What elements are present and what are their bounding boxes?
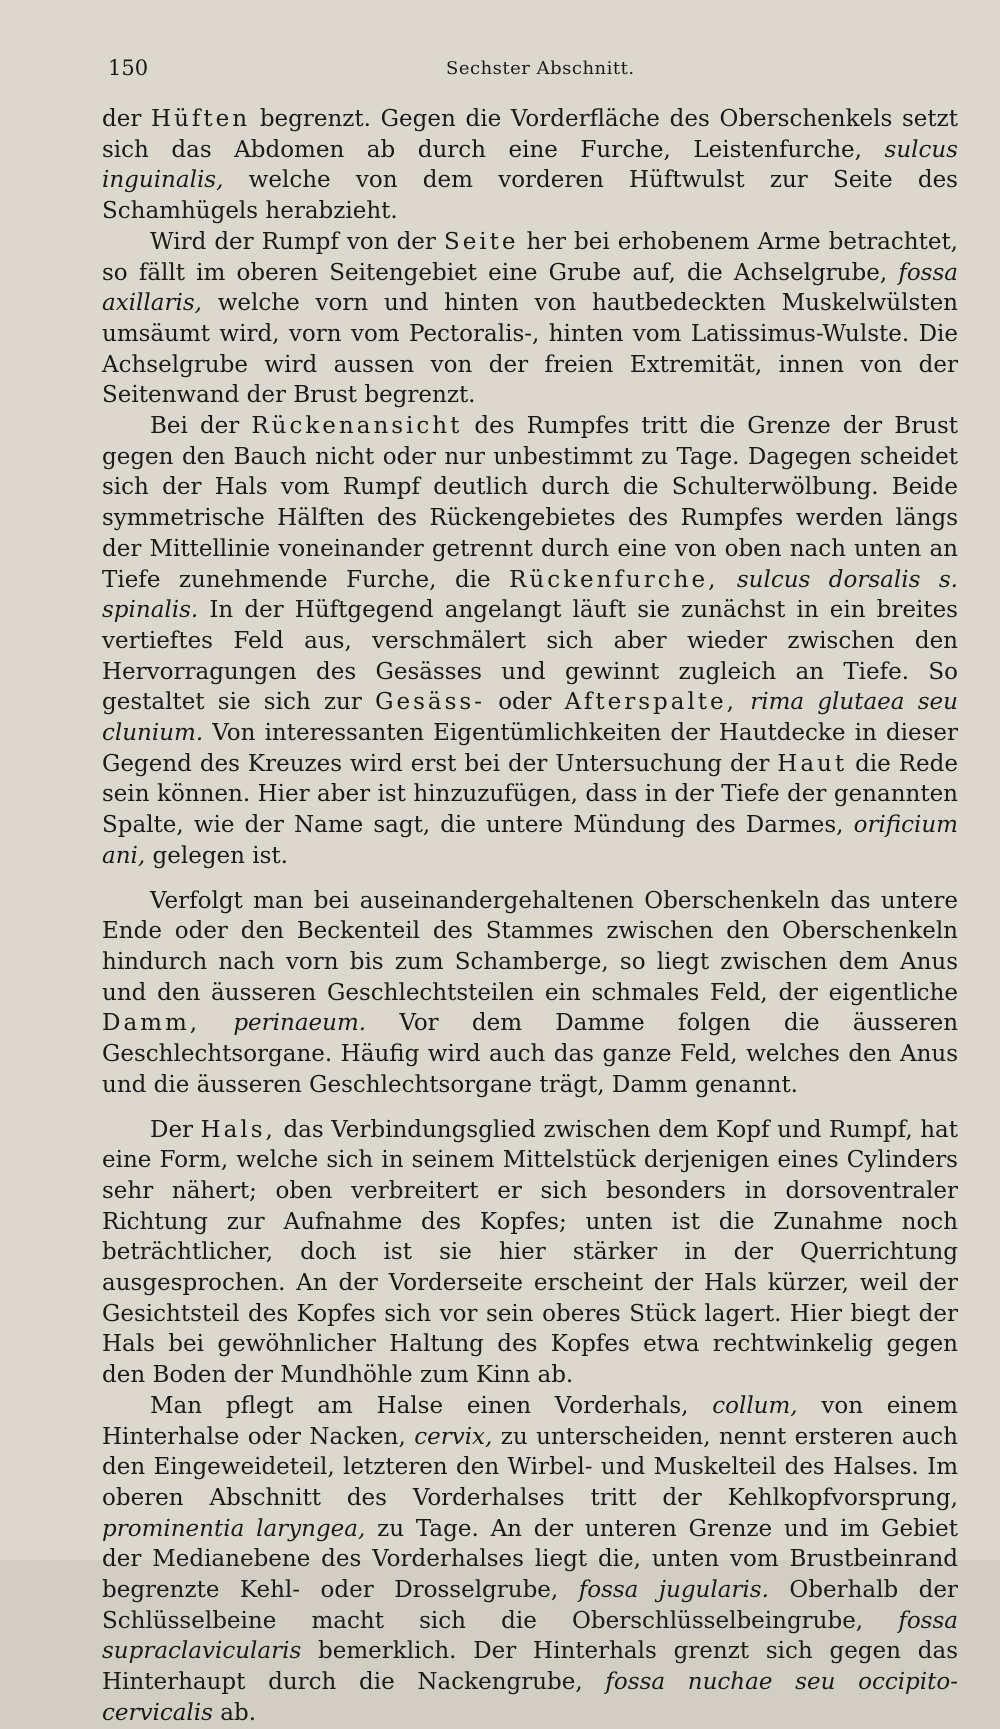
spaced-term: Hüften [151,106,251,132]
latin-term: fossa nuchae seu occipito-cervicalis [102,1669,959,1726]
text-run: begrenzt. Gegen die Vorderfläche des Oberschenkels setzt sich das Abdomen ab durch eine Furche, Leistenfurche, [102,106,959,163]
spaced-term: Afterspalte, [564,689,737,716]
text-run: des Rumpfes tritt die Grenze der Brust gegen den Bauch nicht oder nur unbestimmt zu Tage. Dagegen scheidet sich der Hals vom Rumpf deutlich durch die Schulterwölbung. Beide symmetrische Hälften des Rückengebietes des Rumpfes werden längs der Mittellinie voneinander getrennt durch eine von oben nach unten an Tiefe zunehmende Furche, die [102,413,958,593]
paragraph-hueften [102,104,958,227]
text-run: Vor dem Damme folgen die äusseren Geschlechtsorgane. Häufig wird auch das ganze Feld, welches den Anus und die äusseren Geschlechtsorgane trägt, Damm genannt. [102,1010,959,1098]
spaced-term: Seite [443,228,519,255]
text-run: Wird der Rumpf von der [150,228,444,255]
page-number: 150 [108,56,149,80]
paragraph-hals [102,1115,958,1391]
spaced-term: Damm, [102,1010,201,1037]
text-run: Der [150,1116,201,1143]
text-run: der [102,106,152,132]
body-text [102,104,958,1729]
text-run: bemerklich. Der Hinterhals grenzt sich gegen das Hinterhaupt durch die Nackengrube, [102,1638,958,1696]
paragraph-seite [102,227,958,411]
paragraph-damm [102,886,958,1101]
text-run: Bei der [150,413,252,440]
spaced-term: Haut [777,750,848,777]
latin-term: orificium ani, [102,812,958,869]
text-run: Oberhalb der Schlüsselbeine macht sich die Oberschlüsselbeingrube, [102,1577,958,1634]
latin-term: sulcus dorsalis s. spinalis. [102,566,958,624]
spaced-term: Rückenfurche, [509,566,719,593]
spaced-term: Hals, [200,1116,276,1143]
latin-term: cervix, [414,1423,493,1450]
paragraph-vorderhals [102,1391,958,1729]
text-run: zu Tage. An der unteren Grenze und im Gebiet der Medianebene des Vorderhalses liegt die, unten vom Brustbeinrand begrenzte Kehl- oder Drosselgrube, [102,1515,958,1604]
text-run: Verfolgt man bei auseinandergehaltenen Oberschenkeln das untere Ende oder den Beckenteil des Stammes zwischen den Oberschenkeln hindurch nach vorn bis zum Schamberge, so liegt zwischen dem Anus und den äusseren Geschlechtsteilen ein schmales Feld, der eigentliche [102,887,958,1006]
latin-term: fossa axillaris, [102,259,958,317]
latin-term: fossa supraclavicularis [102,1607,958,1665]
text-run: von einem Hinterhalse oder Nacken, [102,1392,958,1450]
text-run [718,567,736,593]
text-run: die Rede sein können. Hier aber ist hinzuzufügen, dass in der Tiefe der genannten Spalte, wie der Name sagt, die untere Mündung des Darmes, [102,750,958,839]
running-title: Sechster Abschnitt. [446,58,635,79]
text-run: gelegen ist. [145,842,288,869]
latin-term: collum, [712,1392,798,1419]
latin-term: sulcus inguinalis, [102,136,958,194]
paragraph-rueckenansicht [102,411,958,872]
text-run: welche von dem vorderen Hüftwulst zur Seite des Schamhügels herabzieht. [102,167,958,225]
latin-term: prominentia laryngea, [102,1515,366,1542]
text-run: zu unterscheiden, nennt ersteren auch den Eingeweideteil, letzteren den Wirbel- und Muskelteil des Halses. Im oberen Abschnitt des Vorderhalses tritt der Kehlkopfvorsprung, [102,1423,958,1511]
text-run: her bei erhobenem Arme betrachtet, so fällt im oberen Seitengebiet eine Grube auf, die Achselgrube, [102,228,958,286]
spaced-term: Gesäss- [375,689,485,716]
running-head [108,56,958,86]
latin-term: perinaeum. [233,1010,367,1037]
text-run: welche vorn und hinten von hautbedeckten Muskelwülsten umsäumt wird, vorn vom Pectoralis-, hinten vom Latissimus-Wulste. Die Achselgrube wird aussen von der freien Extremität, innen von der Seitenwand der Brust begrenzt. [102,290,958,409]
text-run: oder [484,689,565,716]
latin-term: fossa jugularis. [578,1577,769,1604]
spaced-term: Rückenansicht [251,413,463,440]
text-run: das Verbindungsglied zwischen dem Kopf und Rumpf, hat eine Form, welche sich in seinem Mittelstück derjenigen eines Cylinders sehr nähert; oben verbreitert er sich besonders in dorsoventraler Richtung zur Aufnahme des Kopfes; unten ist die Zunahme noch beträchtlicher, doch ist sie hier stärker in der Querrichtung ausgesprochen. An der Vorderseite erscheint der Hals kürzer, weil der Gesichtsteil des Kopfes sich vor sein oberes Stück lagert. Hier biegt der Hals bei gewöhnlicher Haltung des Kopfes etwa rechtwinkelig gegen den Boden der Mundhöhle zum Kinn ab. [102,1116,958,1389]
text-run: In der Hüftgegend angelangt läuft sie zunächst in ein breites vertieftes Feld aus, verschmälert sich aber wieder zwischen den Hervorragungen des Gesässes und gewinnt zugleich an Tiefe. So gestaltet sie sich zur [102,597,958,716]
text-run [737,689,750,715]
text-run [200,1010,233,1036]
text-run: Man pflegt am Halse einen Vorderhals, [150,1392,713,1419]
text-run: Von interessanten Eigentümlichkeiten der Hautdecke in dieser Gegend des Kreuzes wird erst bei der Untersuchung der [102,720,958,777]
latin-term: rima glutaea seu clunium. [102,689,958,747]
text-run: ab. [212,1699,257,1726]
